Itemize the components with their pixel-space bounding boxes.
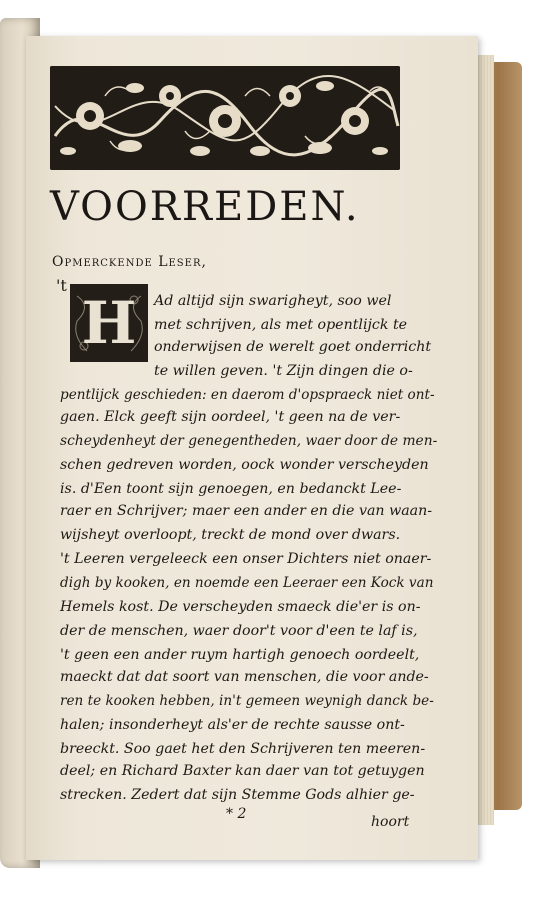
book-page bbox=[26, 36, 478, 860]
page-title: VOORREDEN. bbox=[50, 184, 360, 230]
text-line: met schrijven, als met opentlijck te bbox=[154, 317, 408, 333]
catchword: hoort bbox=[371, 814, 410, 830]
text-line: halen; insonderheyt als'er de rechte sausse ont- bbox=[60, 717, 405, 733]
text-line: strecken. Zedert dat sijn Stemme Gods alhier ge- bbox=[60, 787, 415, 803]
decorated-initial bbox=[70, 284, 148, 362]
text-line: onderwijsen de werelt goet onderricht bbox=[154, 339, 432, 355]
text-line: der de menschen, waer door't voor d'een te laf is, bbox=[60, 623, 418, 639]
text-line: Hemels kost. De verscheyden smaeck die'er is on- bbox=[60, 599, 421, 615]
initial-letter: H bbox=[81, 289, 137, 357]
signature-mark: * 2 bbox=[226, 806, 247, 822]
text-line: maeckt dat dat soort van menschen, die voor ande- bbox=[60, 669, 429, 685]
text-line: deel; en Richard Baxter kan daer van tot getuygen bbox=[60, 763, 425, 779]
text-line: 't geen een ander ruym hartigh genoech oordeelt, bbox=[60, 647, 420, 663]
salutation: Opmerckende Leser, bbox=[52, 254, 207, 270]
text-line: raer en Schrijver; maer een ander en die van waan- bbox=[60, 503, 433, 519]
text-line: 't Leeren vergeleeck een onser Dichters niet onaer- bbox=[60, 551, 432, 567]
opening-apostrophe: 't bbox=[56, 276, 67, 295]
text-line: schen gedreven worden, oock wonder verscheyden bbox=[60, 457, 429, 473]
text-line: digh by kooken, en noemde een Leeraer een Kock van bbox=[60, 575, 434, 591]
text-line: Ad altijd sijn swarigheyt, soo wel bbox=[154, 293, 392, 309]
text-line: wijsheyt overloopt, treckt de mond over dwars. bbox=[60, 527, 401, 543]
text-line: gaen. Elck geeft sijn oordeel, 't geen na de ver- bbox=[60, 409, 401, 425]
text-line: pentlijck geschieden: en daerom d'opspraeck niet ont- bbox=[60, 387, 435, 403]
text-line: te willen geven. 't Zijn dingen die o- bbox=[154, 363, 413, 379]
floral-headpiece-ornament bbox=[50, 66, 400, 170]
text-line: scheydenheyt der genegentheden, waer door de men- bbox=[60, 433, 438, 449]
text-line: breeckt. Soo gaet het den Schrijveren ten meeren- bbox=[60, 741, 426, 757]
text-line: ren te kooken hebben, in't gemeen weynigh danck be- bbox=[60, 693, 434, 709]
text-line: is. d'Een toont sijn genoegen, en bedanckt Lee- bbox=[60, 481, 402, 497]
